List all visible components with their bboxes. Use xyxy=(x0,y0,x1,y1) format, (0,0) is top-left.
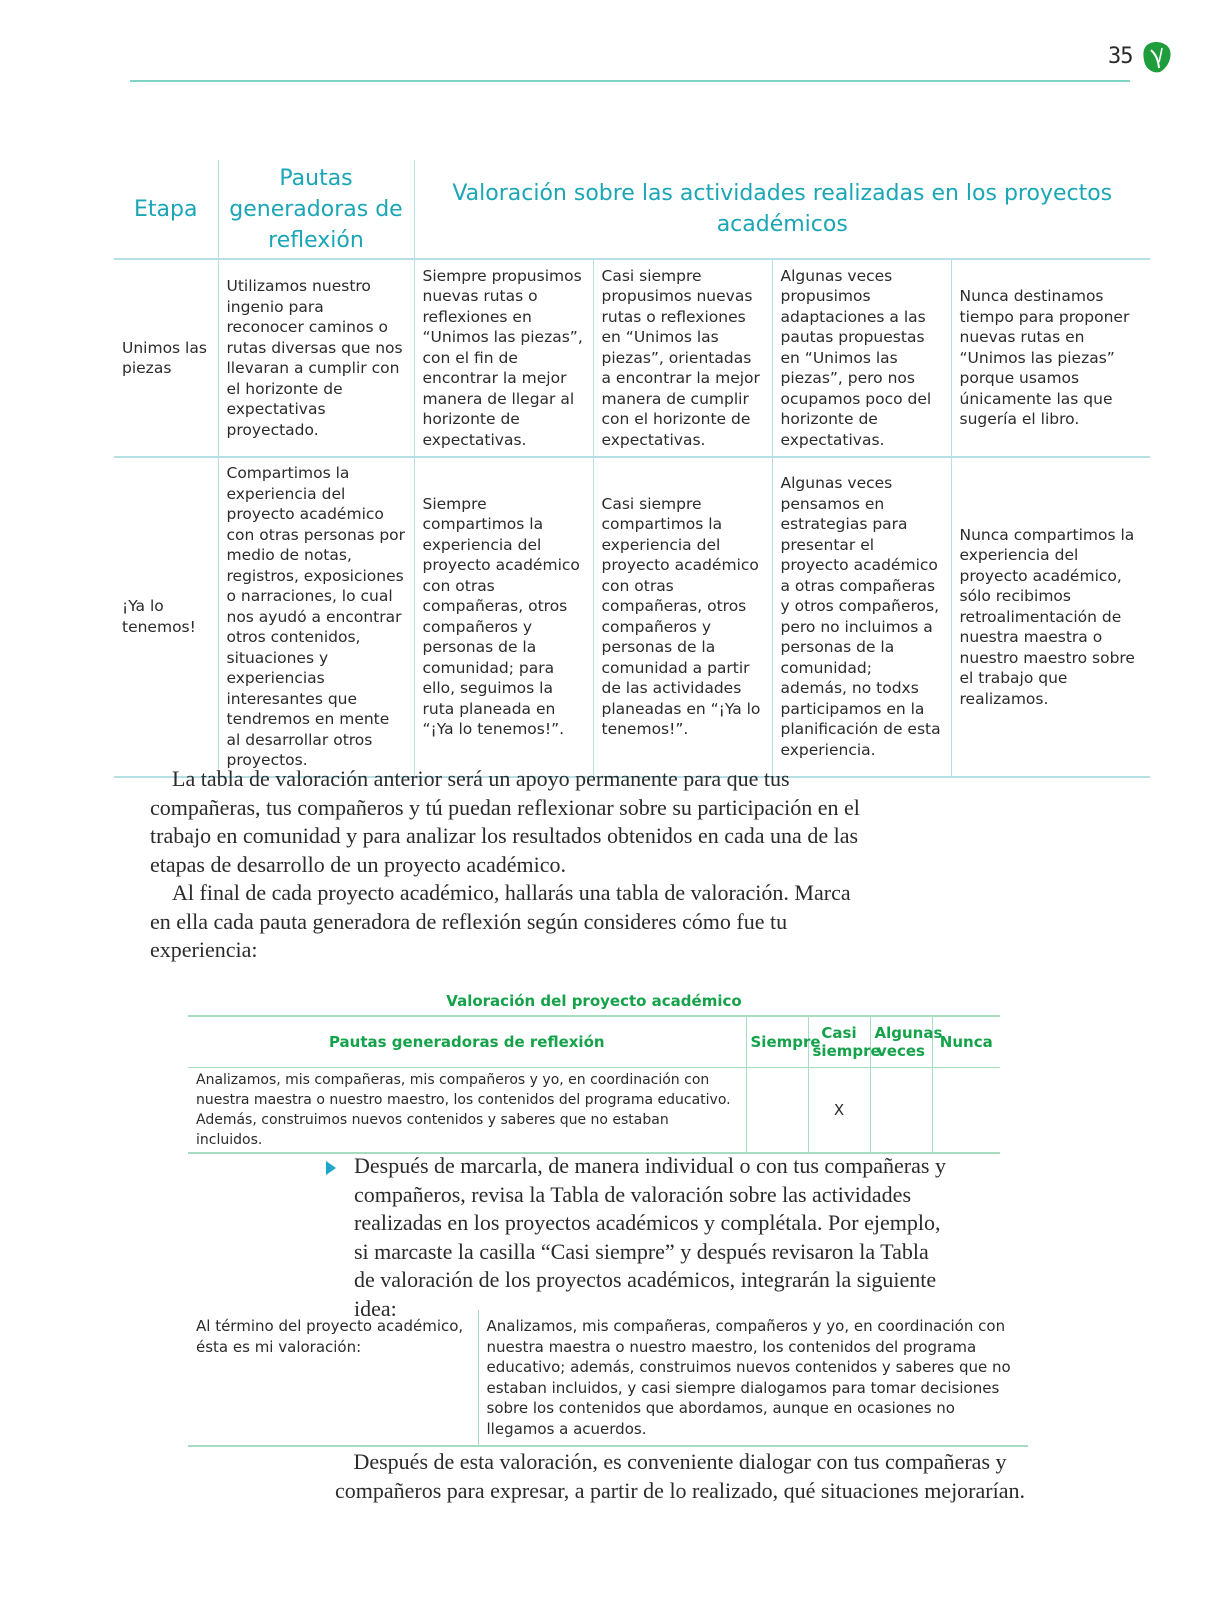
header-valoracion: Valoración sobre las actividades realizadas en los proyectos académicos xyxy=(414,160,1150,259)
checkbox-cell-nunca[interactable] xyxy=(932,1068,1000,1154)
cell-etapa: ¡Ya lo tenemos! xyxy=(114,457,218,777)
cell-pauta: Analizamos, mis compañeras, mis compañeros y yo, en coordinación con nuestra maestra o nuestro maestro, los contenidos del programa educativo. Además, construimos nuevos contenidos y saberes que no estaban incluidos. xyxy=(196,1072,731,1148)
table-row xyxy=(188,1068,1000,1154)
bullet-text: Después de marcarla, de manera individual o con tus compañeras y compañeros, revisa la Tabla de valoración sobre las actividades realizadas en los proyectos académicos y complétala. Por ejemplo, si marcaste la casilla “Casi siempre” y después revisaron la Tabla de valoración de los proyectos académicos, integrarán la siguiente idea: xyxy=(354,1153,946,1321)
table-row xyxy=(114,457,1150,777)
cell-algunas-veces: Algunas veces pensamos en estrategias para presentar el proyecto académico a otras compañeras y otros compañeros, pero no incluimos a personas de la comunidad; además, no todxs participamos en la planificación de esta experiencia. xyxy=(772,457,951,777)
cell-siempre: Siempre propusimos nuevas rutas o reflexiones en “Unimos las piezas”, con el fin de encontrar la mejor manera de llegar al horizonte de expectativas. xyxy=(414,259,593,457)
header-algunas-veces: Algunas veces xyxy=(870,1016,932,1068)
checkbox-cell-casi-siempre[interactable]: X xyxy=(808,1068,870,1154)
cell-pauta: Utilizamos nuestro ingenio para reconocer caminos o rutas diversas que nos llevaran a cumplir con el horizonte de expectativas proyectado. xyxy=(218,259,414,457)
table-row xyxy=(114,259,1150,457)
cell-casi-siempre: Casi siempre compartimos la experiencia del proyecto académico con otras compañeras, otros compañeros y personas de la comunidad a partir de las actividades planeadas en “¡Ya lo tenemos!”. xyxy=(593,457,772,777)
table-valoracion-proyecto-title: Valoración del proyecto académico xyxy=(446,992,742,1010)
cell-siempre: Siempre compartimos la experiencia del proyecto académico con otras compañeras, otros compañeros y personas de la comunidad; para ello, seguimos la ruta planeada en “¡Ya lo tenemos!”. xyxy=(414,457,593,777)
header-nunca: Nunca xyxy=(932,1016,1000,1068)
intro-paragraphs xyxy=(150,765,870,965)
green-leaf-logo-icon xyxy=(1142,40,1172,74)
valoracion-proyecto-table xyxy=(188,1015,1000,1154)
header-casi-siempre: Casi siempre xyxy=(808,1016,870,1068)
cell-valoracion: Analizamos, mis compañeras, compañeros y yo, en coordinación con nuestra maestra o nuestro maestro, los contenidos del programa educativo; además, construimos nuevos contenidos y saberes que no estaban incluidos, y casi siempre dialogamos para tomar decisiones sobre los contenidos que abordamos, aunque en ocasiones no llegamos a acuerdos. xyxy=(478,1310,1028,1446)
bullet-instruction xyxy=(326,1152,946,1323)
table-header-row xyxy=(188,1016,1000,1068)
paragraph-dialogar: Después de esta valoración, es conveniente dialogar con tus compañeras y compañeros para expresar, a partir de lo realizado, qué situaciones mejorarían. xyxy=(335,1449,1025,1503)
header-pautas: Pautas generadoras de reflexión xyxy=(218,160,414,259)
checkbox-cell-siempre[interactable] xyxy=(746,1068,808,1154)
table-header-row xyxy=(114,160,1150,259)
mi-valoracion-table xyxy=(188,1310,1028,1447)
cell-etapa: Unimos las piezas xyxy=(114,259,218,457)
triangle-bullet-icon xyxy=(326,1161,336,1175)
cell-label: Al término del proyecto académico, ésta es mi valoración: xyxy=(196,1317,464,1356)
paragraph-final-proyecto: Al final de cada proyecto académico, hallarás una tabla de valoración. Marca en ella cada pauta generadora de reflexión según consideres cómo fue tu experiencia: xyxy=(150,880,851,962)
valoracion-actividades-table xyxy=(114,160,1150,778)
cell-pauta: Compartimos la experiencia del proyecto académico con otras personas por medio de notas, registros, exposiciones o narraciones, lo cual nos ayudó a encontrar otros contenidos, situaciones y experiencias interesantes que tendremos en mente al desarrollar otros proyectos. xyxy=(218,457,414,777)
page-number: 35 xyxy=(1108,44,1133,69)
checkbox-cell-algunas-veces[interactable] xyxy=(870,1068,932,1154)
cell-algunas-veces: Algunas veces propusimos adaptaciones a las pautas propuestas en “Unimos las piezas”, pero nos ocupamos poco del horizonte de expectativas. xyxy=(772,259,951,457)
cell-nunca: Nunca destinamos tiempo para proponer nuevas rutas en “Unimos las piezas” porque usamos únicamente las que sugería el libro. xyxy=(951,259,1150,457)
cell-nunca: Nunca compartimos la experiencia del proyecto académico, sólo recibimos retroalimentación de nuestra maestra o nuestro maestro sobre el trabajo que realizamos. xyxy=(951,457,1150,777)
paragraph-tabla-valoracion: La tabla de valoración anterior será un apoyo permanente para que tus compañeras, tus compañeros y tú puedan reflexionar sobre su participación en el trabajo en comunidad y para analizar los resultados obtenidos en cada una de las etapas de desarrollo de un proyecto académico. xyxy=(150,766,860,877)
table-row xyxy=(188,1310,1028,1446)
closing-paragraph xyxy=(300,1448,1060,1505)
cell-casi-siempre: Casi siempre propusimos nuevas rutas o reflexiones en “Unimos las piezas”, orientadas a encontrar la mejor manera de cumplir con el horizonte de expectativas. xyxy=(593,259,772,457)
header-siempre: Siempre xyxy=(746,1016,808,1068)
header-rule xyxy=(130,80,1130,82)
header-pautas: Pautas generadoras de reflexión xyxy=(188,1016,746,1068)
header-etapa: Etapa xyxy=(114,160,218,259)
